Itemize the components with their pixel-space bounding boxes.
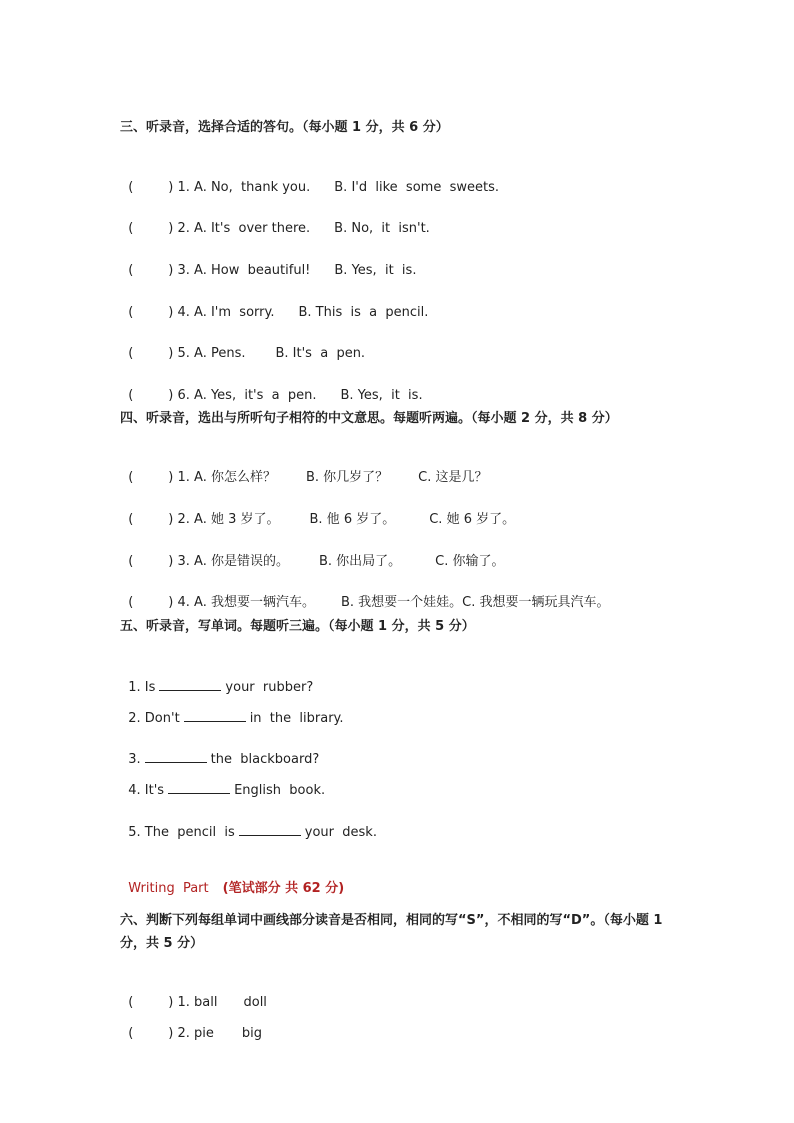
word-1: ball (194, 995, 218, 1011)
writing-part-en: Writing Part (128, 881, 209, 897)
paren-close: ) (168, 263, 174, 279)
option-b: B. 他 6 岁了。 (309, 512, 396, 528)
word-2: doll (243, 995, 267, 1011)
option-a: A. No, thank you. (194, 180, 311, 196)
option-a: A. 我想要一辆汽车。 (194, 595, 315, 611)
question-number: 6. (177, 388, 190, 404)
option-b: B. 我想要一个娃娃。 (340, 595, 463, 611)
paren-close: ) (168, 346, 174, 362)
option-a: A. I'm sorry. (194, 305, 275, 321)
question-suffix: in the library. (249, 711, 344, 727)
question-prefix: 1. Is (128, 680, 156, 696)
option-b: B. No, it isn't. (334, 221, 430, 237)
option-c: C. 你输了。 (435, 554, 505, 570)
question-row (120, 1007, 262, 1043)
answer-blank[interactable]: ( (128, 388, 134, 404)
answer-blank[interactable]: ( (128, 305, 134, 321)
question-suffix: your rubber? (225, 680, 314, 696)
question-row (120, 161, 499, 197)
question-number: 4. (177, 305, 190, 321)
section-6-heading: 六、判断下列每组单词中画线部分读音是否相同，相同的写“S”，不相同的写“D”。（每小题 1 分，共 5 分） (120, 913, 663, 951)
question-number: 2. (177, 512, 190, 528)
question-row (120, 369, 423, 405)
question-number: 1. (177, 995, 190, 1011)
answer-blank[interactable]: ( (128, 1026, 134, 1042)
question-number: 1. (177, 470, 190, 486)
option-a: A. Pens. (194, 346, 246, 362)
paren-close: ) (168, 595, 174, 611)
paren-close: ) (168, 1026, 174, 1042)
writing-part-title (120, 862, 344, 898)
word-2: big (241, 1026, 263, 1042)
question-row (120, 493, 515, 529)
answer-blank[interactable]: ( (128, 512, 134, 528)
option-c: C. 她 6 岁了。 (429, 512, 516, 528)
option-a: A. 你是错误的。 (194, 554, 289, 570)
answer-blank[interactable]: ( (128, 180, 134, 196)
question-row (120, 451, 488, 487)
option-b: B. Yes, it is. (340, 388, 423, 404)
paren-close: ) (168, 470, 174, 486)
fill-in-row (120, 763, 325, 800)
question-row (120, 535, 505, 571)
question-prefix: 2. Don't (128, 711, 180, 727)
fill-in-row (120, 805, 377, 842)
question-number: 2. (177, 221, 190, 237)
writing-part-zh: (笔试部分 共 62 分) (222, 881, 345, 897)
option-b: B. 你出局了。 (318, 554, 402, 570)
answer-blank[interactable]: ( (128, 470, 134, 486)
question-suffix: your desk. (304, 825, 377, 841)
fill-in-blank[interactable] (239, 823, 301, 836)
option-a: A. Yes, it's a pen. (194, 388, 317, 404)
fill-in-blank[interactable] (184, 709, 246, 722)
fill-in-blank[interactable] (159, 678, 221, 691)
section-4-heading: 四、听录音，选出与所听句子相符的中文意思。每题听两遍。（每小题 2 分，共 8 分） (120, 411, 618, 426)
question-suffix: the blackboard? (210, 752, 320, 768)
question-number: 3. (177, 554, 190, 570)
fill-in-row (120, 691, 344, 728)
question-number: 5. (177, 346, 190, 362)
answer-blank[interactable]: ( (128, 595, 134, 611)
paren-close: ) (168, 221, 174, 237)
question-row (120, 576, 610, 612)
question-row (120, 327, 365, 363)
question-row (120, 202, 430, 238)
paren-close: ) (168, 305, 174, 321)
option-a: A. 她 3 岁了。 (194, 512, 280, 528)
question-prefix: 4. It's (128, 783, 165, 799)
option-b: B. This is a pencil. (298, 305, 429, 321)
paren-close: ) (168, 995, 174, 1011)
question-suffix: English book. (234, 783, 326, 799)
fill-in-blank[interactable] (168, 781, 230, 794)
section-5-heading: 五、听录音，写单词。每题听三遍。（每小题 1 分，共 5 分） (120, 619, 475, 634)
question-prefix: 3. (128, 752, 141, 768)
question-number: 2. (177, 1026, 190, 1042)
answer-blank[interactable]: ( (128, 263, 134, 279)
option-a: A. How beautiful! (194, 263, 311, 279)
question-row (120, 286, 428, 322)
option-a: A. 你怎么样？ (194, 470, 276, 486)
paren-close: ) (168, 388, 174, 404)
paren-close: ) (168, 180, 174, 196)
answer-blank[interactable]: ( (128, 221, 134, 237)
answer-blank[interactable]: ( (128, 346, 134, 362)
answer-blank[interactable]: ( (128, 995, 134, 1011)
question-prefix: 5. The pencil is (128, 825, 235, 841)
question-number: 1. (177, 180, 190, 196)
option-b: B. Yes, it is. (334, 263, 417, 279)
option-b: B. I'd like some sweets. (334, 180, 499, 196)
option-a: A. It's over there. (194, 221, 311, 237)
question-row (120, 244, 416, 280)
paren-close: ) (168, 512, 174, 528)
option-c: C. 这是几？ (418, 470, 488, 486)
section-3-heading: 三、听录音，选择合适的答句。（每小题 1 分，共 6 分） (120, 120, 449, 135)
option-b: B. It's a pen. (275, 346, 366, 362)
fill-in-blank[interactable] (145, 750, 207, 763)
answer-blank[interactable]: ( (128, 554, 134, 570)
paren-close: ) (168, 554, 174, 570)
option-c: C. 我想要一辆玩具汽车。 (462, 595, 610, 611)
question-number: 3. (177, 263, 190, 279)
question-number: 4. (177, 595, 190, 611)
word-1: pie (194, 1026, 214, 1042)
option-b: B. 你几岁了？ (305, 470, 389, 486)
